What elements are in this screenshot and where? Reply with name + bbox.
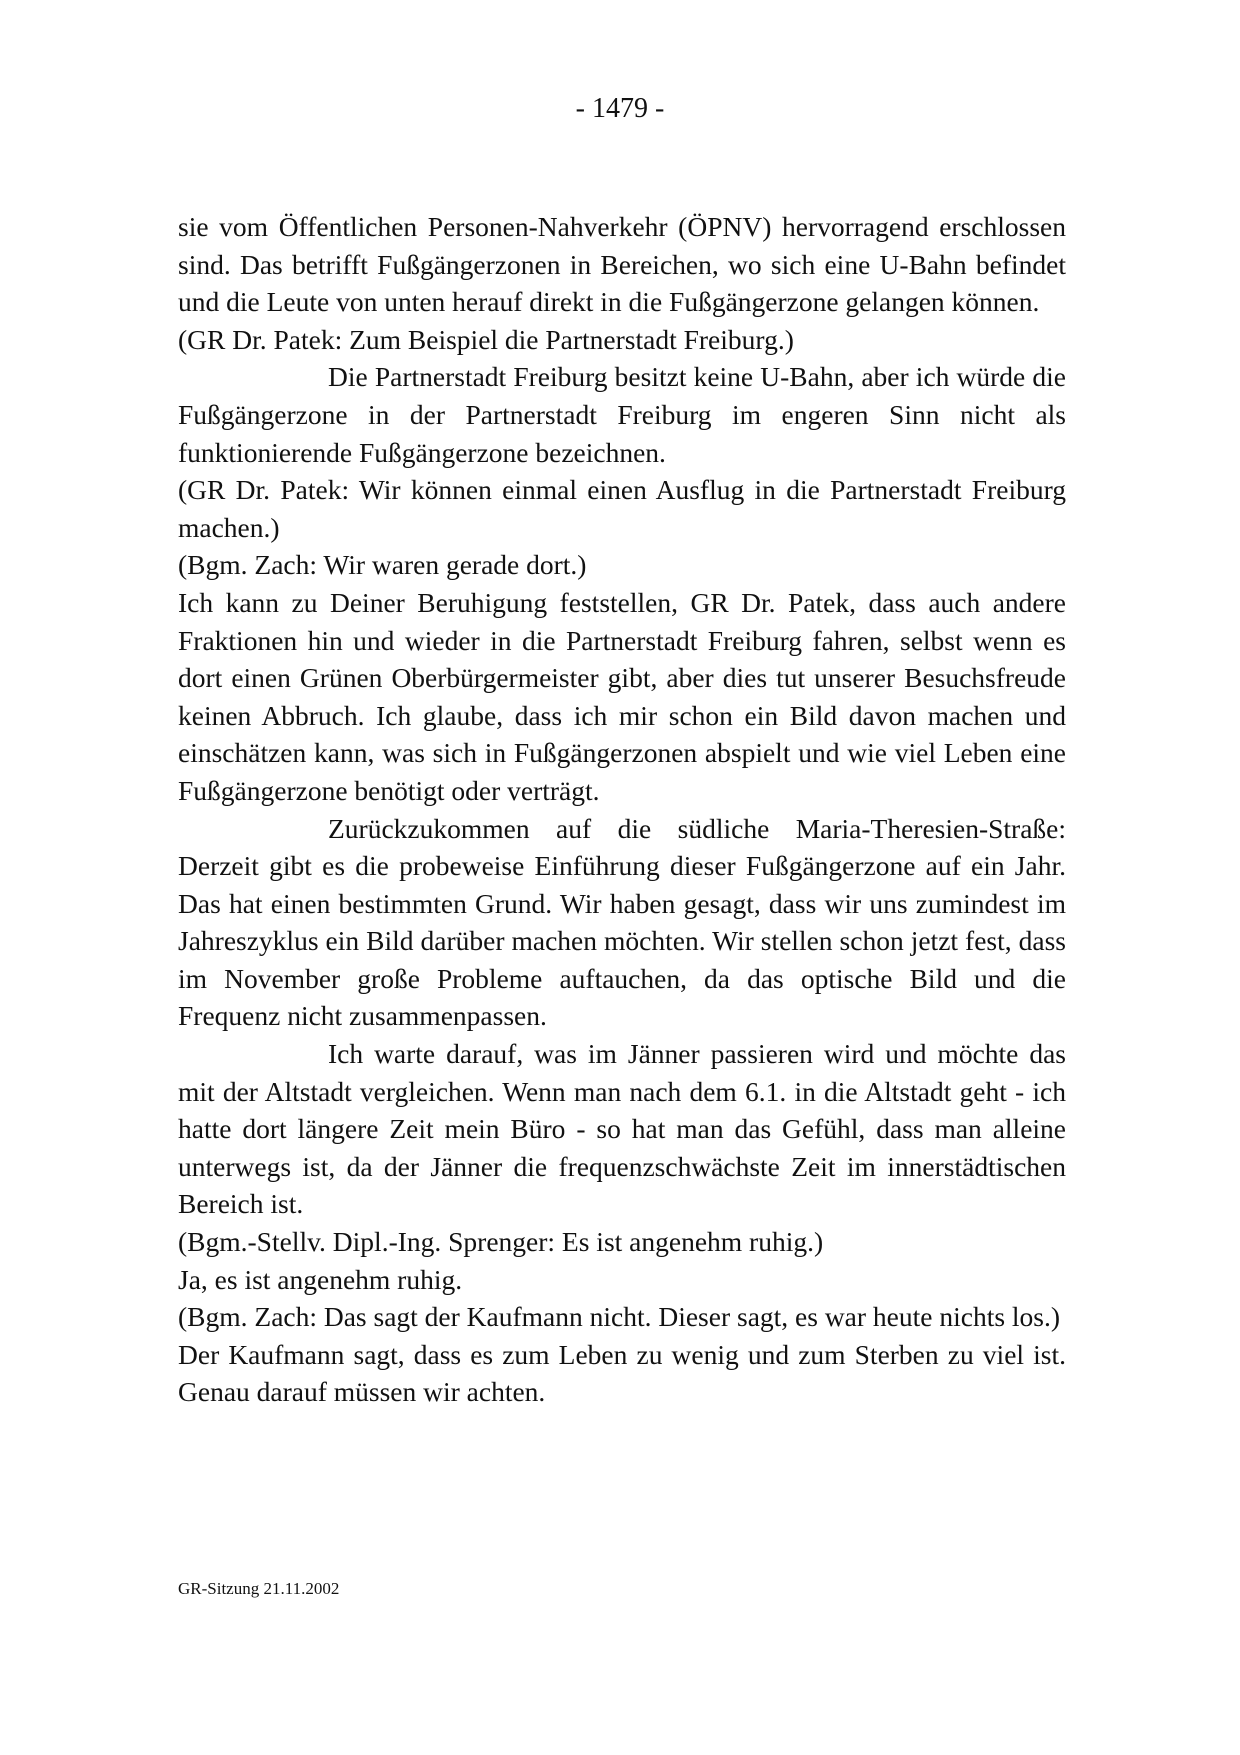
- interjection-patek-freiburg: (GR Dr. Patek: Zum Beispiel die Partnerstadt Freiburg.): [178, 323, 794, 355]
- page-number: - 1479 -: [575, 93, 665, 124]
- interjection-zach-kaufmann: (Bgm. Zach: Das sagt der Kaufmann nicht. Dieser sagt, es war heute nichts los.): [178, 1301, 1061, 1333]
- paragraph-ubahn-access: sie vom Öffentlichen Personen-Nahverkehr (ÖPNV) hervorragend erschlossen sind. Das betrifft Fußgängerzonen in Bereichen, wo sich eine U-Bahn befindet und die Leute von unten herauf direkt in die Fußgängerzone gelangen können.: [178, 211, 1066, 318]
- footer-session-label: GR-Sitzung 21.11.2002: [178, 1579, 340, 1598]
- document-body: [178, 208, 1066, 1411]
- paragraph-kaufmann-leben: Der Kaufmann sagt, dass es zum Leben zu wenig und zum Sterben zu viel ist. Genau darauf müssen wir achten.: [178, 1338, 1066, 1408]
- paragraph-ja-ruhig: Ja, es ist angenehm ruhig.: [178, 1263, 463, 1295]
- paragraph-freiburg-no-ubahn: Die Partnerstadt Freiburg besitzt keine U-Bahn, aber ich würde die Fußgängerzone in der Partnerstadt Freiburg im engeren Sinn nicht als funktionierende Fußgängerzone bezeichnen.: [178, 361, 1066, 468]
- interjection-zach-dort: (Bgm. Zach: Wir waren gerade dort.): [178, 549, 587, 581]
- interjection-sprenger-ruhig: (Bgm.-Stellv. Dipl.-Ing. Sprenger: Es ist angenehm ruhig.): [178, 1226, 824, 1258]
- paragraph-beruhigung: Ich kann zu Deiner Beruhigung feststellen, GR Dr. Patek, dass auch andere Fraktionen hin und wieder in die Partnerstadt Freiburg fahren, selbst wenn es dort einen Grünen Oberbürgermeister gibt, aber dies tut unserer Besuchsfreude keinen Abbruch. Ich glaube, dass ich mir schon ein Bild davon machen und einschätzen kann, was sich in Fußgängerzonen abspielt und wie viel Leben eine Fußgängerzone benötigt oder verträgt.: [178, 586, 1066, 806]
- interjection-patek-ausflug: (GR Dr. Patek: Wir können einmal einen Ausflug in die Partnerstadt Freiburg machen.): [178, 474, 1066, 543]
- paragraph-maria-theresien: Zurückzukommen auf die südliche Maria-Theresien-Straße: Derzeit gibt es die probeweise Einführung dieser Fußgängerzone auf ein Jahr. Das hat einen bestimmten Grund. Wir haben gesagt, dass wir uns zumindest im Jahreszyklus ein Bild darüber machen möchten. Wir stellen schon jetzt fest, dass im November große Probleme auftauchen, da das optische Bild und die Frequenz nicht zusammenpassen.: [178, 812, 1066, 1032]
- paragraph-jaenner: Ich warte darauf, was im Jänner passieren wird und möchte das mit der Altstadt vergleichen. Wenn man nach dem 6.1. in die Altstadt geht - ich hatte dort längere Zeit mein Büro - so hat man das Gefühl, dass man alleine unterwegs ist, da der Jänner die frequenzschwächste Zeit im innerstädtischen Bereich ist.: [178, 1038, 1066, 1220]
